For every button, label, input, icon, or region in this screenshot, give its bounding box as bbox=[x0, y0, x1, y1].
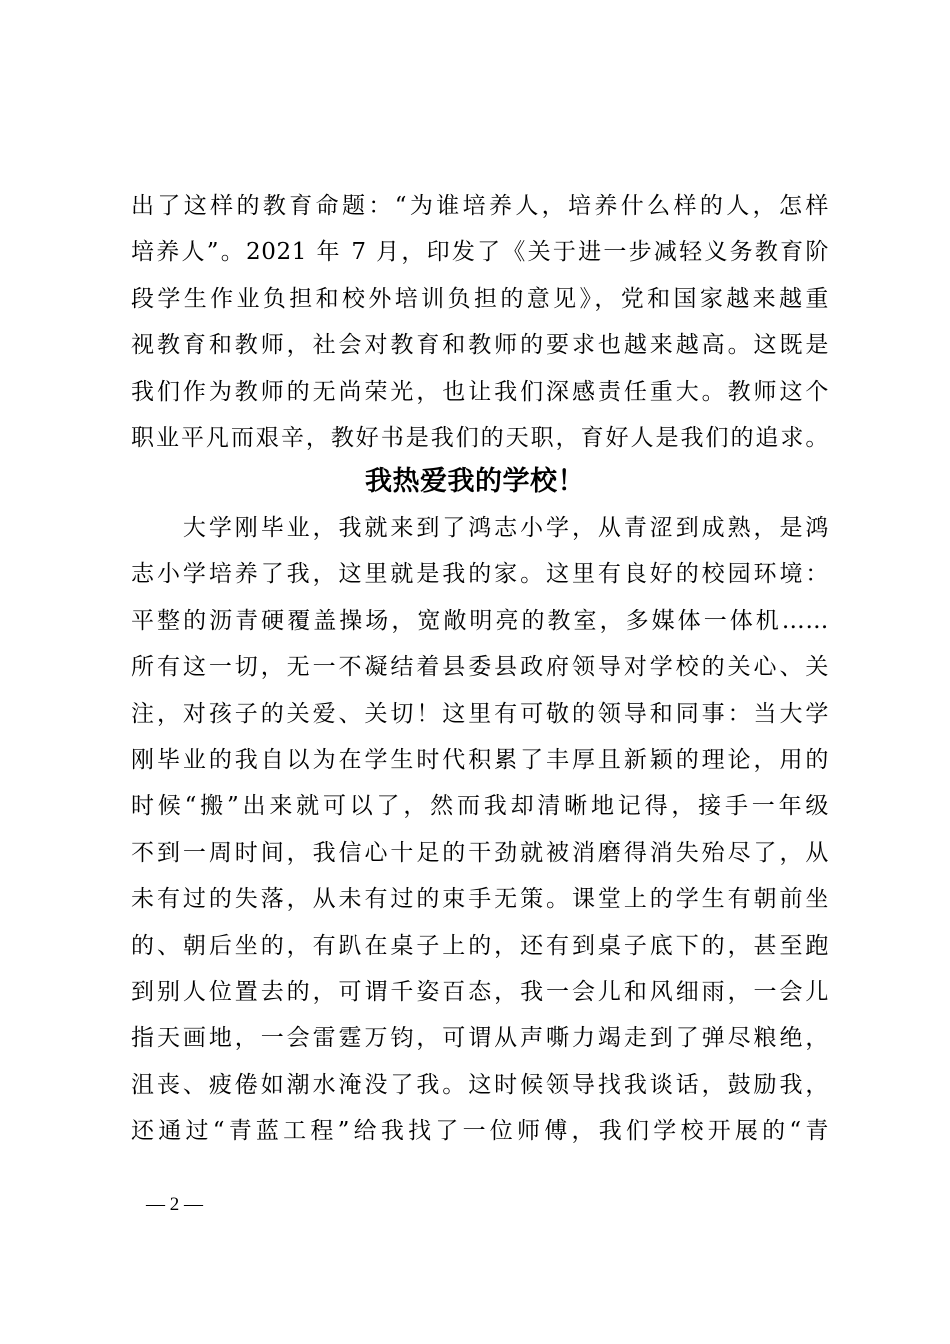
paragraph-1 bbox=[131, 183, 829, 461]
text-line: 未有过的失落，从未有过的束手无策。课堂上的学生有朝前坐 bbox=[131, 886, 829, 913]
text-line: 培养人”。2021 年 7 月，印发了《关于进一步减轻义务教育阶 bbox=[131, 239, 829, 266]
text-line: 我们作为教师的无尚荣光，也让我们深感责任重大。教师这个 bbox=[131, 378, 829, 405]
text-line: 注，对孩子的关爱、关切！这里有可敬的领导和同事：当大学 bbox=[131, 700, 829, 727]
text-line: 刚毕业的我自以为在学生时代积累了丰厚且新颖的理论，用的 bbox=[131, 746, 829, 773]
text-line: 指天画地，一会雷霆万钧，可谓从声嘶力竭走到了弹尽粮绝， bbox=[131, 1025, 829, 1052]
text-line: 平整的沥青硬覆盖操场，宽敞明亮的教室，多媒体一体机…… bbox=[131, 607, 829, 634]
text-line: 沮丧、疲倦如潮水淹没了我。这时候领导找我谈话，鼓励我， bbox=[131, 1071, 829, 1098]
text-line: 段学生作业负担和校外培训负担的意见》，党和国家越来越重 bbox=[131, 285, 829, 312]
section-heading: 我热爱我的学校！ bbox=[365, 466, 585, 497]
page-number: — 2 — bbox=[146, 1194, 203, 1215]
text-line: 到别人位置去的，可谓千姿百态，我一会儿和风细雨，一会儿 bbox=[131, 978, 829, 1005]
text-line: 大学刚毕业，我就来到了鸿志小学，从青涩到成熟，是鸿 bbox=[131, 515, 829, 541]
text-line: 视教育和教师，社会对教育和教师的要求也越来越高。这既是 bbox=[131, 332, 829, 359]
text-line: 志小学培养了我，这里就是我的家。这里有良好的校园环境： bbox=[131, 561, 829, 588]
text-line: 出了这样的教育命题：“为谁培养人，培养什么样的人，怎样 bbox=[131, 193, 829, 219]
paragraph-2 bbox=[131, 505, 829, 1154]
text-line: 时候“搬”出来就可以了，然而我却清晰地记得，接手一年级 bbox=[131, 793, 829, 820]
text-line: 职业平凡而艰辛，教好书是我们的天职，育好人是我们的追求。 bbox=[131, 424, 829, 451]
text-line: 的、朝后坐的，有趴在桌子上的，还有到桌子底下的，甚至跑 bbox=[131, 932, 829, 959]
text-line: 所有这一切，无一不凝结着县委县政府领导对学校的关心、关 bbox=[131, 654, 829, 681]
text-line: 还通过“青蓝工程”给我找了一位师傅，我们学校开展的“青 bbox=[131, 1118, 829, 1145]
text-line: 不到一周时间，我信心十足的干劲就被消磨得消失殆尽了，从 bbox=[131, 839, 829, 866]
